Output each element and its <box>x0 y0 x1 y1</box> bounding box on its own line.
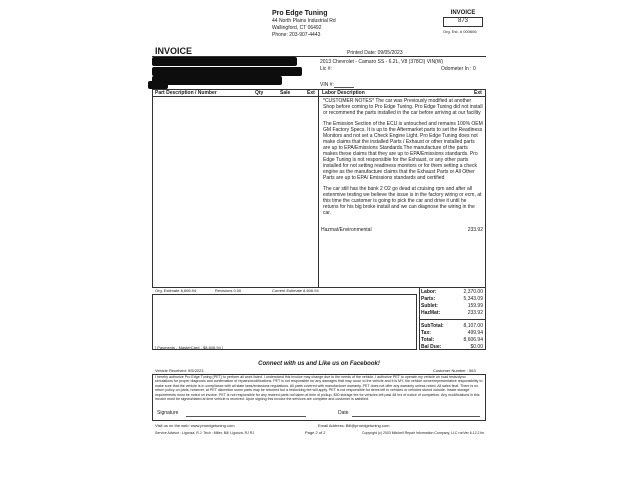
summary-value-hazmat: 233.92 <box>467 310 483 316</box>
payments-line: [ Payments - MasterCard - $8,606.94 ] <box>155 345 224 350</box>
summary-label-tax: Tax: <box>421 330 431 336</box>
invoice-number-box <box>443 17 483 27</box>
redacted-city <box>152 76 282 85</box>
invoice-box-label: INVOICE <box>450 10 476 16</box>
vehicle-received: Vehicle Received: 9/5/2023 <box>155 368 204 373</box>
company-phone: Phone: 203-907-4443 <box>272 32 321 38</box>
customer-notes <box>323 98 483 221</box>
col-labor-ext: Ext <box>474 90 482 96</box>
company-address-line-2: Wallingford, CT 06492 <box>272 25 322 31</box>
footer-service-advisor: Service Advisor : Ligonza, R.J. Tech : Miller, Bill; Ligonza, RJ RJ <box>155 431 255 435</box>
vehicle-description: 2013 Chevrolet - Camaro SS - 6.2L, V8 (378CI) VIN(W) <box>320 59 444 65</box>
col-qty: Qty <box>255 90 264 96</box>
summary-label-parts: Parts: <box>421 296 436 302</box>
footer-copyright: Copyright (c) 2003 Mitchell Repair Information Company, LLC ronVer 6.12.2 fm <box>362 431 485 435</box>
invoice-number: 873 <box>457 18 468 24</box>
summary-value-bal-due: $0.00 <box>470 344 483 350</box>
redacted-address <box>152 67 302 76</box>
footer-website: Visit us on the web: www.proedgetuning.com <box>155 423 235 428</box>
date-line <box>352 416 480 417</box>
footer-page-number: Page 2 of 2 <box>305 430 326 435</box>
table-center-divider <box>318 89 319 288</box>
license-label: Lic #: <box>320 66 332 72</box>
company-address-line-1: 44 North Plains Industrial Rd <box>272 18 336 24</box>
summary-value-parts: 5,343.09 <box>463 296 483 302</box>
col-labor-description: Labor Description <box>322 90 365 96</box>
authorization-text: I hereby authorize Pro Edge Tuning (PET) to perform all work listed. I understand this invoice may change due to the needs of the vehicle. I authorize PET to operate my vehicle on road tests/dyno simulations for proper diagnosis and confirmation of repairs/modifications. PET is not responsible for any damages that may occur to the vehicle and it is MY, the vehicle owner/representative responsibility to make sure that the vehicle is in compliance with all state laws/emissions regulations. All parts covered with manufacturer warranty. PET does not offer any warranty unless noted. All sales final. There is no return policy on parts, however, at PET discretion some parts may be returned but a restocking fee will apply. PET is not responsible for items left in vehicles or vehicles stored outside. Inside storage requirements must be noted on invoice. PET is not responsible for any rewired parts not taken at time of pickup. $30 storage fee for vehicles left past 48 hrs of notice of completion. Any modifications in this invoice must be signed/dated at time vehicle is received. Upon signing this invoice the services are complete and customer is satisfied. <box>155 375 483 402</box>
signature-label: Signature <box>157 410 179 416</box>
org-estimate: Org. Estimate 8,606.94 <box>155 288 197 293</box>
org-est-number: Org. Est. # 000606 <box>443 29 477 34</box>
hazmat-value: 233.92 <box>467 227 483 233</box>
summary-label-hazmat: HazMat: <box>421 310 441 316</box>
col-sale: Sale <box>280 90 291 96</box>
redacted-customer-name <box>152 57 297 66</box>
odometer-in: Odometer In : 0 <box>441 66 476 72</box>
summary-value-tax: 499.94 <box>467 330 483 336</box>
customer-notes-paragraph-2: The Emission Section of the ECU is untouched and remains 100% OEM GM Factory Specs. It is up to the Aftermarket parts to set the Readiness Monitors and not set a Check Engine Light. Pro Edge Tuning does not make claims that the installed Parts / Exhaust or other installed parts are up to EPA/Emissions Standards.The manufacture of the parts makes these claims that they are up to EPA/Emissions standards. Pro Edge Tuning is not responsible for the Exhaust, or any other parts installed for not setting readiness monitors or for them setting a check engine as the manufacture claims that the Exhaust Parts or All Other Parts are up to EPA/ Emissions standards and certified <box>323 121 483 181</box>
vin-label: VIN #: <box>320 82 334 88</box>
customer-number: Customer Number : 563 <box>433 368 476 373</box>
customer-notes-paragraph-1: *CUSTOMER NOTES* The car was Previously modified at another Shop before coming to Pro Edge Tuning. Pro Edge Tuning did not install or recommend the parts installed in the car before arriving at our facility <box>323 98 483 116</box>
col-part-description: Part Description / Number <box>155 90 217 96</box>
payments-area <box>152 294 417 350</box>
summary-value-labor: 2,370.00 <box>463 289 483 295</box>
invoice-title: INVOICE <box>155 46 193 56</box>
hazmat-label: Hazmat/Environmental <box>321 227 372 233</box>
revisions: Revisions 0.00 <box>215 288 242 293</box>
summary-label-bal-due: Bal Due: <box>421 344 442 350</box>
current-estimate: Current Estimate 8,606.94 <box>272 288 319 293</box>
customer-notes-paragraph-3: The car still has the bank 2 O2 go dead at cruising rpm and after all extenmive testing we believe the issue is in the factory wiring or ecm, at this time the customer is going to pick the car and drive it until he returns for his big broke install and we can diagnose the wiring in the car. <box>323 186 482 216</box>
signature-line <box>186 416 306 417</box>
company-name: Pro Edge Tuning <box>272 10 328 17</box>
summary-value-subtotal: 8,107.00 <box>463 323 483 329</box>
footer-email: Email Address: Bill@proedgetuning.com <box>318 423 390 428</box>
facebook-banner: Connect with us and Like us on Facebook! <box>258 361 380 367</box>
summary-label-subtotal: SubTotal: <box>421 323 444 329</box>
totals-summary-divider <box>419 319 486 320</box>
summary-value-total: 8,606.94 <box>463 337 483 343</box>
table-header-divider <box>152 96 486 97</box>
summary-value-sublet: 159.99 <box>467 303 483 309</box>
redacted-phone-fragment <box>148 81 168 89</box>
printed-date: Printed Date: 09/05/2023 <box>347 50 403 56</box>
date-label: Date <box>338 410 349 416</box>
vin-value-underline <box>334 87 354 88</box>
summary-label-sublet: Sublet: <box>421 303 438 309</box>
summary-label-total: Total: <box>421 337 435 343</box>
summary-label-labor: Labor: <box>421 289 437 295</box>
col-ext: Ext <box>307 90 315 96</box>
